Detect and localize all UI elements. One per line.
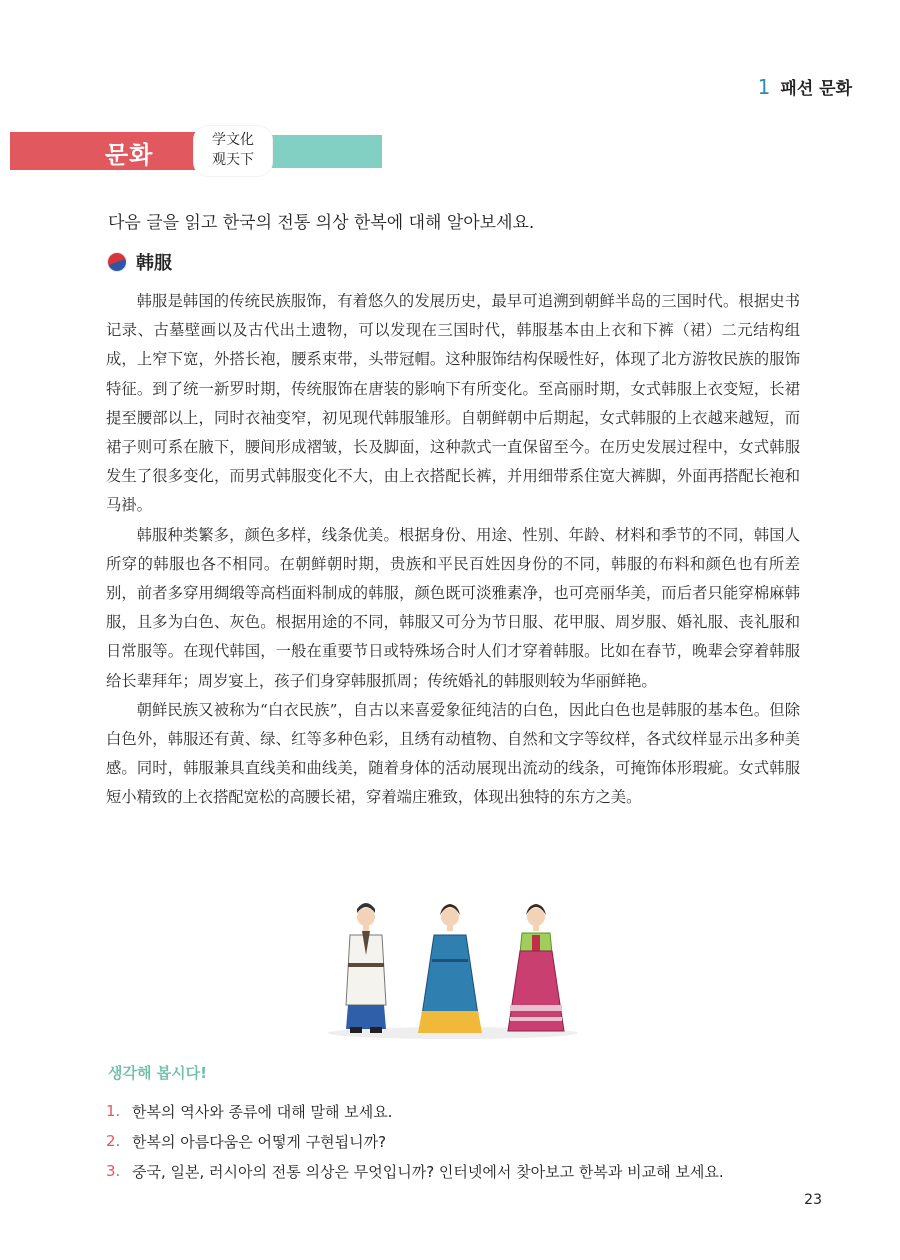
- woman-in-blue-hanbok-figure: [418, 904, 482, 1033]
- culture-banner: [10, 132, 372, 170]
- think-heading: 생각해 봅시다!: [108, 1064, 208, 1082]
- section-title: 韩服: [136, 253, 172, 274]
- man-in-hanbok-figure: [346, 903, 386, 1033]
- paragraph-1: 韩服是韩国的传统民族服饰，有着悠久的发展历史，最早可追溯到朝鲜半岛的三国时代。根据史书记录、古墓壁画以及古代出土遗物，可以发现在三国时代，韩服基本由上衣和下裤（裙）二元结构组成，上窄下宽，外搭长袍，腰系束带，头带冠帽。这种服饰结构保暖性好，体现了北方游牧民族的服饰特征。到了统一新罗时期，传统服饰在唐装的影响下有所变化。至高丽时期，女式韩服上衣变短，长裙提至腰部以上，同时衣袖变窄，初见现代韩服雏形。自朝鲜朝中后期起，女式韩服的上衣越来越短，而裙子则可系在腋下，腰间形成褶皱，长及脚面，这种款式一直保留至今。在历史发展过程中，女式韩服发生了很多变化，而男式韩服变化不大，由上衣搭配长裤，并用细带系住宽大裤脚，外面再搭配长袍和马褂。: [106, 292, 800, 515]
- banner-tag-line1: 学文化: [212, 132, 254, 148]
- question-item: [106, 1126, 826, 1156]
- question-number: 3.: [106, 1162, 121, 1180]
- question-item: [106, 1156, 826, 1186]
- banner-tag: [194, 126, 272, 176]
- taegeuk-icon: [108, 253, 126, 271]
- paragraph-3: 朝鲜民族又被称为“白衣民族”，自古以来喜爱象征纯洁的白色，因此白色也是韩服的基本色。但除白色外，韩服还有黄、绿、红等多种色彩，且绣有动植物、自然和文字等纹样，各式纹样显示出多种美感。同时，韩服兼具直线美和曲线美，随着身体的活动展现出流动的线条，可掩饰体形瑕疵。女式韩服短小精致的上衣搭配宽松的高腰长裙，穿着端庄雅致，体现出独特的东方之美。: [106, 700, 800, 807]
- hanbok-illustration: [326, 895, 580, 1040]
- question-text: 한복의 역사와 종류에 대해 말해 보세요.: [132, 1102, 393, 1121]
- discussion-questions: [106, 1096, 826, 1186]
- banner-tag-line2: 观天下: [212, 152, 254, 168]
- paragraph-2: 韩服种类繁多，颜色多样，线条优美。根据身份、用途、性别、年龄、材料和季节的不同，韩国人所穿的韩服也各不相同。在朝鲜朝时期，贵族和平民百姓因身份的不同，韩服的布料和颜色也有所差别，前者多穿用绸缎等高档面料制成的韩服，颜色既可淡雅素净，也可亮丽华美，而后者只能穿棉麻韩服，且多为白色、灰色。根据用途的不同，韩服又可分为节日服、花甲服、周岁服、婚礼服、丧礼服和日常服等。在现代韩国，一般在重要节日或特殊场合时人们才穿着韩服。比如在春节，晚辈会穿着韩服给长辈拜年；周岁宴上，孩子们身穿韩服抓周；传统婚礼的韩服则较为华丽鲜艳。: [106, 525, 800, 690]
- question-number: 1.: [106, 1102, 121, 1120]
- banner-teal-bar: [262, 135, 382, 168]
- question-text: 중국, 일본, 러시아의 전통 의상은 무엇입니까? 인터넷에서 찾아보고 한복과 비교해 보세요.: [132, 1162, 724, 1181]
- chapter-title: 패션 문화: [780, 79, 852, 99]
- page-number: 23: [804, 1192, 822, 1208]
- instruction-text: 다음 글을 읽고 한국의 전통 의상 한복에 대해 알아보세요.: [108, 213, 535, 233]
- section-heading: [108, 249, 172, 275]
- question-text: 한복의 아름다움은 어떻게 구현됩니까?: [132, 1132, 387, 1151]
- banner-label: 문화: [105, 141, 154, 169]
- woman-in-pink-hanbok-figure: [508, 904, 564, 1031]
- chapter-header: [758, 74, 852, 99]
- question-number: 2.: [106, 1132, 121, 1150]
- article-body: [106, 287, 800, 813]
- chapter-number: 1: [757, 74, 771, 99]
- question-item: [106, 1096, 826, 1126]
